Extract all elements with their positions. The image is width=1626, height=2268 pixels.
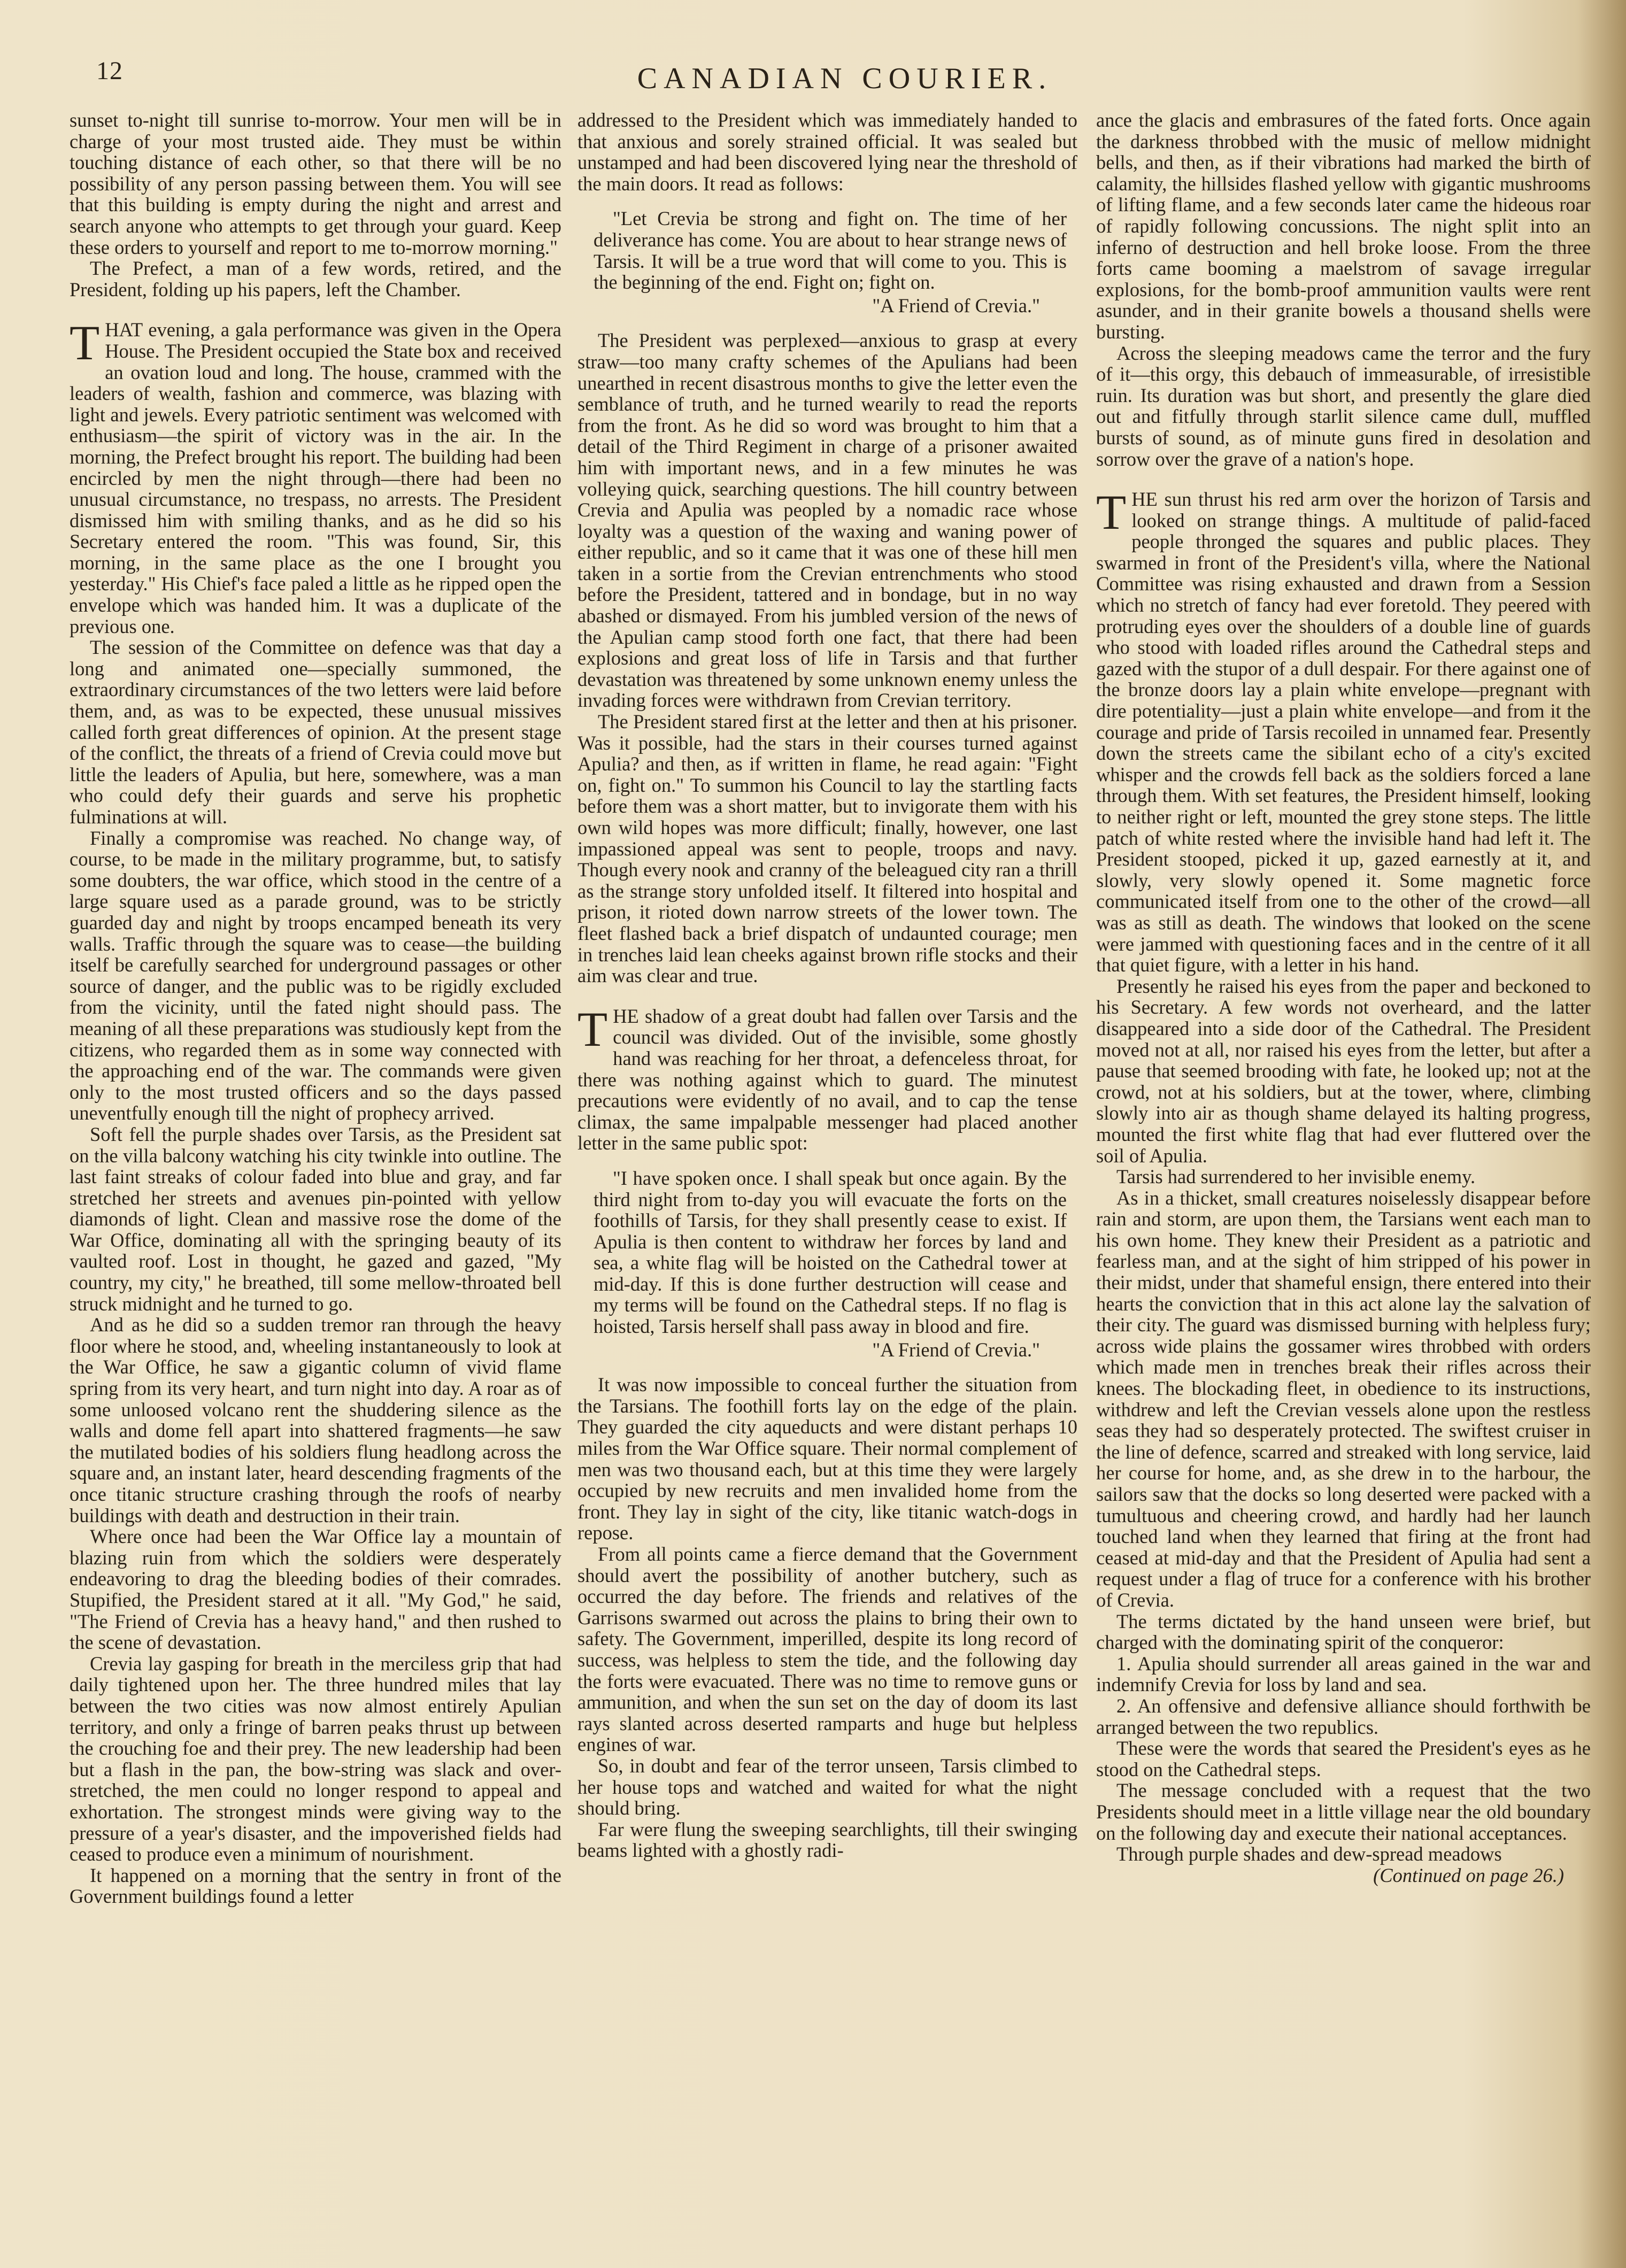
column-left (70, 110, 561, 2238)
paragraph: Finally a compromise was reached. No change way, of course, to be made in the military programme, but, to satisfy some doubters, the war office, which stood in the centre of a large square used as a parade ground, was to be strictly guarded day and night by troops encamped beneath its very walls. Traffic through the square was to cease—the building itself be carefully searched for underground passages or other source of danger, and the public was to be rigidly excluded from the vicinity, until the fated night should pass. The meaning of all these preparations was studiously kept from the citizens, who regarded them as in some way connected with the approaching end of the war. The commands were given only to the most trusted officers and so the days passed uneventfully enough till the night of prophecy arrived. (70, 827, 561, 1124)
letter-text: "Let Crevia be strong and fight on. The time of her deliverance has come. You are about to hear strange news of Tarsis. It will be a true word that will come to you. This is the beginning of the end. Fight on; fight on. (594, 207, 1067, 294)
paragraph: It happened on a morning that the sentry in front of the Government buildings found a letter (70, 1864, 561, 1908)
paragraph: sunset to-night till sunrise to-morrow. Your men will be in charge of your most trusted aide. They must be within touching distance of each other, so that there will be no possibility of any person passing between them. You will see that this building is empty during the night and arrest and search anyone who attempts to get through your guard. Keep these orders to yourself and report to me to-morrow morning." (70, 110, 561, 258)
running-head: CANADIAN COURIER. (637, 62, 1053, 95)
quoted-letter (594, 208, 1067, 316)
section-opening-paragraph: THAT evening, a gala performance was given in the Opera House. The President occupied the State box and received an ovation loud and long. The house, crammed with the leaders of wealth, fashion and commerce, was blazing with light and jewels. Every patriotic sentiment was welcomed with enthusiasm—the spirit of victory was in the air. In the morning, the Prefect brought his report. The building had been encircled by men the night through—there had been no unusual circumstance, no trespass, no arrests. The President dismissed him with smiling thanks, and as he did so his Secretary entered the room. "This was found, Sir, this morning, in the same place as the one I brought you yesterday." His Chief's face paled a little as he ripped open the envelope which was handed him. It was a duplicate of the previous one. (70, 315, 561, 637)
column-middle (577, 110, 1077, 2238)
continued-notice: (Continued on page 26.) (1373, 1864, 1564, 1886)
letter-text: "I have spoken once. I shall speak but once again. By the third night from to-day you will evacuate the forts on the foothills of Tarsis, for they shall presently cease to exist. If Apulia is then content to withdraw her forces by land and sea, a white flag will be hoisted on the Cathedral tower at mid-day. If this is done further destruction will cease and my terms will be found on the Cathedral steps. If no flag is hoisted, Tarsis herself shall pass away in blood and fire. (594, 1167, 1067, 1338)
paragraph: The President was perplexed—anxious to grasp at every straw—too many crafty schemes of the Apulians had been unearthed in recent disastrous months to give the letter even the semblance of truth, and he turned wearily to read the reports from the front. As he did so word was brought to him that a detail of the Third Regiment in charge of a prisoner awaited him with important news, and in a few minutes he was volleying quick, searching questions. The hill country between Crevia and Apulia was peopled by a nomadic race whose loyalty was a question of the waxing and waning power of either republic, and so it came that it was one of these hill men taken in a sortie from the Crevian entrenchments who stood before the President, tattered and in bondage, but in no way abashed or dismayed. From his jumbled version of the news of the Apulian camp stood forth one fact, that there had been explosions and great loss of life in Tarsis and that further devastation was threatened by some unknown enemy unless the invading forces were withdrawn from Crevian territory. (577, 329, 1077, 712)
drop-cap: T (70, 315, 100, 371)
paragraph: Crevia lay gasping for breath in the merciless grip that had daily tightened upon her. The three hundred miles that lay between the two cities was now almost entirely Apulian territory, and only a fringe of barren peaks thrust up between the crouching foe and their prey. The new leadership had been but a flash in the pan, the bow-string was slack and over-stretched, the men could no longer respond to appeal and exhortation. The strongest minds were giving way to the pressure of a year's disaster, and the impoverished fields had ceased to produce even a minimum of nourishment. (70, 1652, 561, 1865)
paragraph: Presently he raised his eyes from the paper and beckoned to his Secretary. A few words not overheard, and the latter disappeared into a side door of the Cathedral. The President moved not at all, nor raised his eyes from the letter, but after a pause that seemed brooding with fate, he looked up; not at the crowd, not at his soldiers, but at the tower, where, climbing slowly into air as though shame delayed its halting progress, mounted the first white flag that had ever fluttered over the soil of Apulia. (1096, 975, 1591, 1167)
paragraph: As in a thicket, small creatures noiselessly disappear before rain and storm, are upon them, the Tarsians went each man to his own home. They knew their President as a patriotic and fearless man, and at the sight of him stripped of his power in their midst, under that shameful ensign, there entered into their hearts the conviction that in this act alone lay the salvation of their city. The guard was dismissed burning with helpless fury; across wide plains the gossamer wires throbbed with orders which made men in trenches break their rifles across their knees. The blockading fleet, in obedience to its instructions, withdrew and left the Crevian vessels alone upon the restless seas they had so desperately protected. The swiftest cruiser in the line of defence, scarred and streaked with long service, laid her course for home, and, as she drew in to the harbour, the sailors saw that the docks so long deserted were packed with a tumultuous and cheering crowd, and hardly had her launch touched land when they learned that firing at the front had ceased at mid-day and that the President of Apulia had sent a request under a flag of truce for a conference with his brother of Crevia. (1096, 1186, 1591, 1611)
page-header (96, 51, 1593, 99)
letter-signature: "A Friend of Crevia." (872, 294, 1040, 317)
section-opening-paragraph: THE sun thrust his red arm over the horizon of Tarsis and looked on strange things. A multitude of palid-faced people thronged the squares and public places. They swarmed in front of the President's villa, where the National Committee was rising exhausted and drawn from a Session which no stretch of fancy had ever foretold. They peered with protruding eyes over the shoulders of a double line of guards who stood with loaded rifles around the Cathedral steps and gazed with the stupor of a dull despair. For there against one of the bronze doors lay a plain white envelope—pregnant with dire potentiality—just a plain white envelope—and from it the courage and pride of Tarsis recoiled in unnamed fear. Presently down the streets came the sibilant echo of a city's excited whisper and the crowds fell back as the soldiers forced a lane through them. With set features, the President himself, looking to neither right or left, mounted the grey stone steps. The little patch of white rested where the invisible hand had left it. The President stooped, picked it up, gazed earnestly at it, and slowly, very slowly opened it. Some magnetic force communicated itself from one to the other of the crowd—all was as still as death. The windows that looked on the scene were jammed with questioning faces and in the centre of it all that quiet figure, with a letter in his hand. (1096, 485, 1591, 976)
section-opening-paragraph: THE shadow of a great doubt had fallen over Tarsis and the council was divided. Out of the invisible, some ghostly hand was reaching for her throat, a defenceless throat, for there was nothing against which to guard. The minutest precautions were evidently of no avail, and to cap the tense climax, the same impalpable messenger had placed another letter in the same public spot: (577, 1001, 1077, 1154)
column-right (1096, 110, 1591, 2238)
paragraph: It was now impossible to conceal further the situation from the Tarsians. The foothill forts lay on the edge of the plain. They guarded the city aqueducts and were distant perhaps 10 miles from the War Office square. Their normal complement of men was two thousand each, but at this time they were largely occupied by new recruits and men invalided home from the front. They lay in sight of the city, like titanic watch-dogs in repose. (577, 1374, 1077, 1544)
list-item: 2. An offensive and defensive alliance should forthwith be arranged between the two republics. (1096, 1694, 1591, 1738)
letter-signature: "A Friend of Crevia." (872, 1338, 1040, 1361)
paragraph: Tarsis had surrendered to her invisible enemy. (1116, 1166, 1476, 1188)
paragraph: The Prefect, a man of a few words, retired, and the President, folding up his papers, left the Chamber. (70, 257, 561, 300)
paragraph: The President stared first at the letter and then at his prisoner. Was it possible, had the stars in their courses turned against Apulia? and then, as if written in flame, he read again: "Fight on, fight on." To summon his Council to lay the startling facts before them was a short matter, but to invigorate them with his own wild hopes was more difficult; finally, however, one last impassioned appeal was sent to people, troops and navy. Though every nook and cranny of the beleagued city ran a thrill as the strange story unfolded itself. It filtered into hospital and prison, it rioted down narrow streets of the lower town. The fleet flashed back a brief dispatch of undaunted courage; men in trenches laid lean cheeks against brown rifle stocks and their aim was clear and true. (577, 711, 1077, 987)
page-number: 12 (96, 57, 123, 85)
paragraph: The session of the Committee on defence was that day a long and animated one—specially summoned, the extraordinary circumstances of the two letters were laid before them, and, as was to be expected, these unusual missives called forth great differences of opinion. At the present stage of the conflict, the threats of a friend of Crevia could move but little the leaders of Apulia, but here, somewhere, was a man who could defy their guards and serve his prophetic fulminations at will. (70, 636, 561, 828)
drop-cap: T (1096, 485, 1127, 540)
quoted-letter (594, 1168, 1067, 1360)
drop-cap: T (577, 1001, 608, 1056)
paragraph: Across the sleeping meadows came the terror and the fury of it—this orgy, this debauch of immeasurable, of irresistible ruin. Its duration was but short, and presently the glare died out and fitfully through starlit silence came dull, muffled bursts of sound, as of minute guns fired in desolation and sorrow over the grave of a nation's hope. (1096, 342, 1591, 470)
paragraph: The terms dictated by the hand unseen were brief, but charged with the dominating spirit of the conqueror: (1096, 1610, 1591, 1654)
paragraph: Soft fell the purple shades over Tarsis, as the President sat on the villa balcony watching his city twinkle into outline. The last faint streaks of colour faded into blue and gray, and far stretched her streets and avenues pin-pointed with yellow diamonds of light. Clean and massive rose the dome of the War Office, dominating all with the springing beauty of its vaulted roof. Lost in thought, he gazed and gazed, "My country, my city," he breathed, till some mellow-throated bell struck midnight and he turned to go. (70, 1123, 561, 1315)
paragraph: So, in doubt and fear of the terror unseen, Tarsis climbed to her house tops and watched and waited for what the night should bring. (577, 1754, 1077, 1819)
paragraph: The message concluded with a request that the two Presidents should meet in a little village near the old boundary on the following day and execute their national acceptances. (1096, 1779, 1591, 1844)
paragraph: addressed to the President which was immediately handed to that anxious and sorely strained official. It was sealed but unstamped and had been discovered lying near the threshold of the main doors. It read as follows: (577, 110, 1077, 195)
paragraph: From all points came a fierce demand that the Government should avert the possibility of another butchery, such as occurred the day before. The friends and relatives of the Garrisons swarmed out across the plains to bring their own to safety. The Government, imperilled, despite its long record of success, was helpless to stem the tide, and the following day the forts were evacuated. There was no time to remove guns or ammunition, and when the sun set on the day of doom its last rays slanted across deserted ramparts and huge but helpless engines of war. (577, 1543, 1077, 1756)
paragraph: And as he did so a sudden tremor ran through the heavy floor where he stood, and, wheeling instantaneously to look at the War Office, he saw a gigantic column of vivid flame spring from its very heart, and turn night into day. A roar as of some unloosed volcano rent the shuddering silence as the walls and dome fell apart into shattered fragments—he saw the mutilated bodies of his soldiers flung headlong across the square and, an instant later, heard descending fragments of the once titanic structure crashing through the roofs of nearby buildings with death and destruction in their train. (70, 1314, 561, 1526)
list-item: 1. Apulia should surrender all areas gained in the war and indemnify Crevia for loss by land and sea. (1096, 1652, 1591, 1696)
paragraph: These were the words that seared the President's eyes as he stood on the Cathedral steps. (1096, 1737, 1591, 1780)
paragraph: Far were flung the sweeping searchlights, till their swinging beams lighted with a ghostly radi- (577, 1818, 1077, 1862)
paragraph: ance the glacis and embrasures of the fated forts. Once again the darkness throbbed with the music of mellow midnight bells, and then, as if their vibrations had marked the birth of calamity, the hillsides flashed yellow with gigantic mushrooms of lifting flame, and a few seconds later came the hideous roar of rapidly following concussions. The night split into an inferno of destruction and hell broke loose. From the three forts came booming a maelstrom of savage irregular explosions, for the bomb-proof ammunition vaults were rent asunder, and in their granite bowels a thousand shells were bursting. (1096, 110, 1591, 343)
paragraph: Where once had been the War Office lay a mountain of blazing ruin from which the soldiers were desperately endeavoring to drag the bleeding bodies of their comrades. Stupified, the President stared at it all. "My God," he said, "The Friend of Crevia has a heavy hand," and then rushed to the scene of devastation. (70, 1525, 561, 1654)
paragraph: Through purple shades and dew-spread meadows (1116, 1843, 1502, 1865)
